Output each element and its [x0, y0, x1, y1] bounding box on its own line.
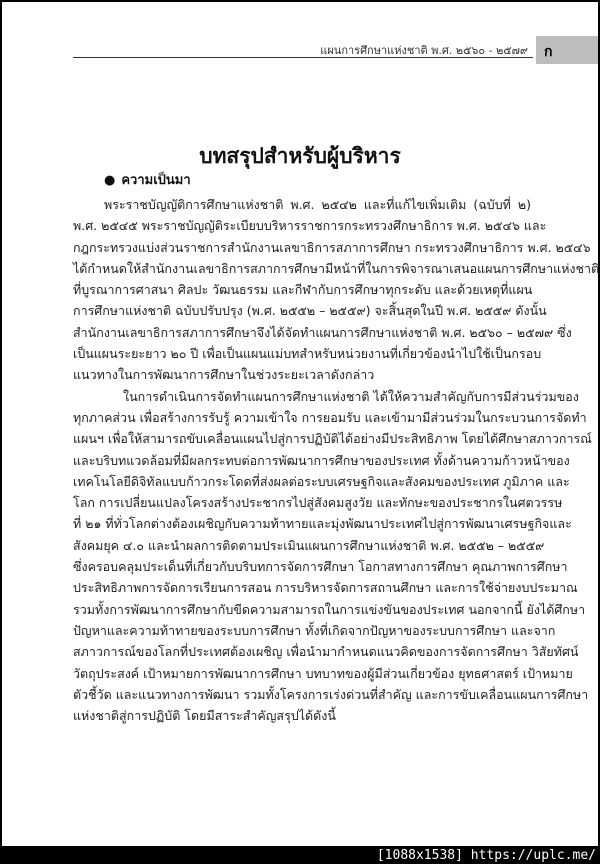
section-heading [104, 172, 191, 190]
page-number-tab [536, 36, 598, 64]
text-line: ประสิทธิภาพการจัดการเรียนการสอน การบริหารจัดการสถานศึกษา และการใช้จ่ายงบประมาณ [73, 580, 578, 596]
text-line: สำนักงานเลขาธิการสภาการศึกษาจึงได้จัดทำแผนการศึกษาแห่งชาติ พ.ศ. ๒๕๖๐ – ๒๕๗๙ ซึ่ง [73, 324, 572, 340]
text-line: สภาวการณ์ของโลกที่ประเทศต้องเผชิญ เพื่อนำมากำหนดแนวคิดของการจัดการศึกษา วิสัยทัศน์ [73, 644, 579, 660]
page-title: บทสรุปสำหรับผู้บริหาร [199, 144, 401, 168]
text-line: เป็นแผนระยะยาว ๒๐ ปี เพื่อเป็นแผนแม่บทสำหรับหน่วยงานที่เกี่ยวข้องนำไปใช้เป็นกรอบ [73, 346, 542, 362]
watermark: [1088x1538] https://uplc.me/ [376, 848, 596, 863]
text-line: แนวทางในการพัฒนาการศึกษาในช่วงระยะเวลาดังกล่าว [73, 367, 375, 383]
running-header: แผนการศึกษาแห่งชาติ พ.ศ. ๒๕๖๐ - ๒๕๗๙ [320, 44, 528, 57]
text-line: ตัวชี้วัด และแนวทางการพัฒนา รวมทั้งโครงการเร่งด่วนที่สำคัญ และการขับเคลื่อนแผนการศึกษา [73, 686, 589, 702]
page-number: ก [544, 44, 553, 60]
text-line: และบริบทแวดล้อมที่มีผลกระทบต่อการพัฒนาการศึกษาของประเทศ ทั้งด้านความก้าวหน้าของ [73, 452, 570, 468]
text-line: ได้กำหนดให้สำนักงานเลขาธิการสภาการศึกษามีหน้าที่ในการพิจารณาเสนอแผนการศึกษาแห่งชาติ [73, 260, 600, 276]
text-line: ที่ ๒๑ ที่ทั่วโลกต่างต้องเผชิญกับความท้าทายและมุ่งพัฒนาประเทศไปสู่การพัฒนาเศรษฐกิจและ [73, 516, 572, 532]
text-line: ทุกภาคส่วน เพื่อสร้างการรับรู้ ความเข้าใจ การยอมรับ และเข้ามามีส่วนร่วมในกระบวนการจัดทำ [73, 409, 587, 425]
text-line: ที่บูรณาการศาสนา ศิลปะ วัฒนธรรม และกีฬากับการศึกษาทุกระดับ และด้วยเหตุที่แผน [73, 282, 533, 298]
section-heading-text: ความเป็นมา [121, 173, 191, 188]
text-line: รวมทั้งการพัฒนาการศึกษากับขีดความสามารถในการแข่งขันของประเทศ นอกจากนี้ ยังได้ศึกษา [73, 601, 586, 617]
text-line: สังคมยุค ๔.๐ และนำผลการติดตามประเมินแผนการศึกษาแห่งชาติ พ.ศ. ๒๕๕๒ – ๒๕๕๙ [73, 537, 545, 553]
text-line: โลก การเปลี่ยนแปลงโครงสร้างประชากรไปสู่สังคมสูงวัย และทักษะของประชากรในศตวรรษ [73, 495, 563, 511]
body-text [73, 194, 600, 726]
text-line: วัตถุประสงค์ เป้าหมายการพัฒนาการศึกษา บทบาทของผู้มีส่วนเกี่ยวข้อง ยุทธศาสตร์ เป้าหมาย [73, 665, 573, 681]
text-line: พ.ศ. ๒๕๔๕ พระราชบัญญัติระเบียบบริหารราชการกระทรวงศึกษาธิการ พ.ศ. ๒๕๔๖ และ [73, 218, 547, 234]
text-line: ซึ่งครอบคลุมประเด็นที่เกี่ยวกับบริบทการจัดการศึกษา โอกาสทางการศึกษา คุณภาพการศึกษา [73, 559, 568, 575]
document-page [2, 2, 598, 846]
text-line: กฎกระทรวงแบ่งส่วนราชการสำนักงานเลขาธิการสภาการศึกษา กระทรวงศึกษาธิการ พ.ศ. ๒๕๔๖ [73, 239, 591, 255]
text-line: การศึกษาแห่งชาติ ฉบับปรับปรุง (พ.ศ. ๒๕๕๒ – ๒๕๕๙) จะสิ้นสุดในปี พ.ศ. ๒๕๕๙ ดังนั้น [73, 303, 547, 319]
text-line: ในการดำเนินการจัดทำแผนการศึกษาแห่งชาติ ได้ให้ความสำคัญกับการมีส่วนร่วมของ [123, 388, 579, 404]
text-line: พระราชบัญญัติการศึกษาแห่งชาติ พ.ศ. ๒๕๔๒ และที่แก้ไขเพิ่มเติม (ฉบับที่ ๒) [104, 197, 531, 212]
text-line: เทคโนโลยีดิจิทัลแบบก้าวกระโดดที่ส่งผลต่อระบบเศรษฐกิจและสังคมของประเทศ ภูมิภาค และ [73, 473, 570, 489]
header-rule [73, 57, 533, 58]
text-line: แห่งชาติสู่การปฏิบัติ โดยมีสาระสำคัญสรุปได้ดังนี้ [73, 708, 336, 724]
bullet-icon: ● [104, 173, 116, 188]
text-line: แผนฯ เพื่อให้สามารถขับเคลื่อนแผนไปสู่การปฏิบัติได้อย่างมีประสิทธิภาพ โดยได้ศึกษาสภาวการณ์ [73, 431, 592, 447]
text-line: ปัญหาและความท้าทายของระบบการศึกษา ทั้งที่เกิดจากปัญหาของระบบการศึกษา และจาก [73, 622, 556, 638]
